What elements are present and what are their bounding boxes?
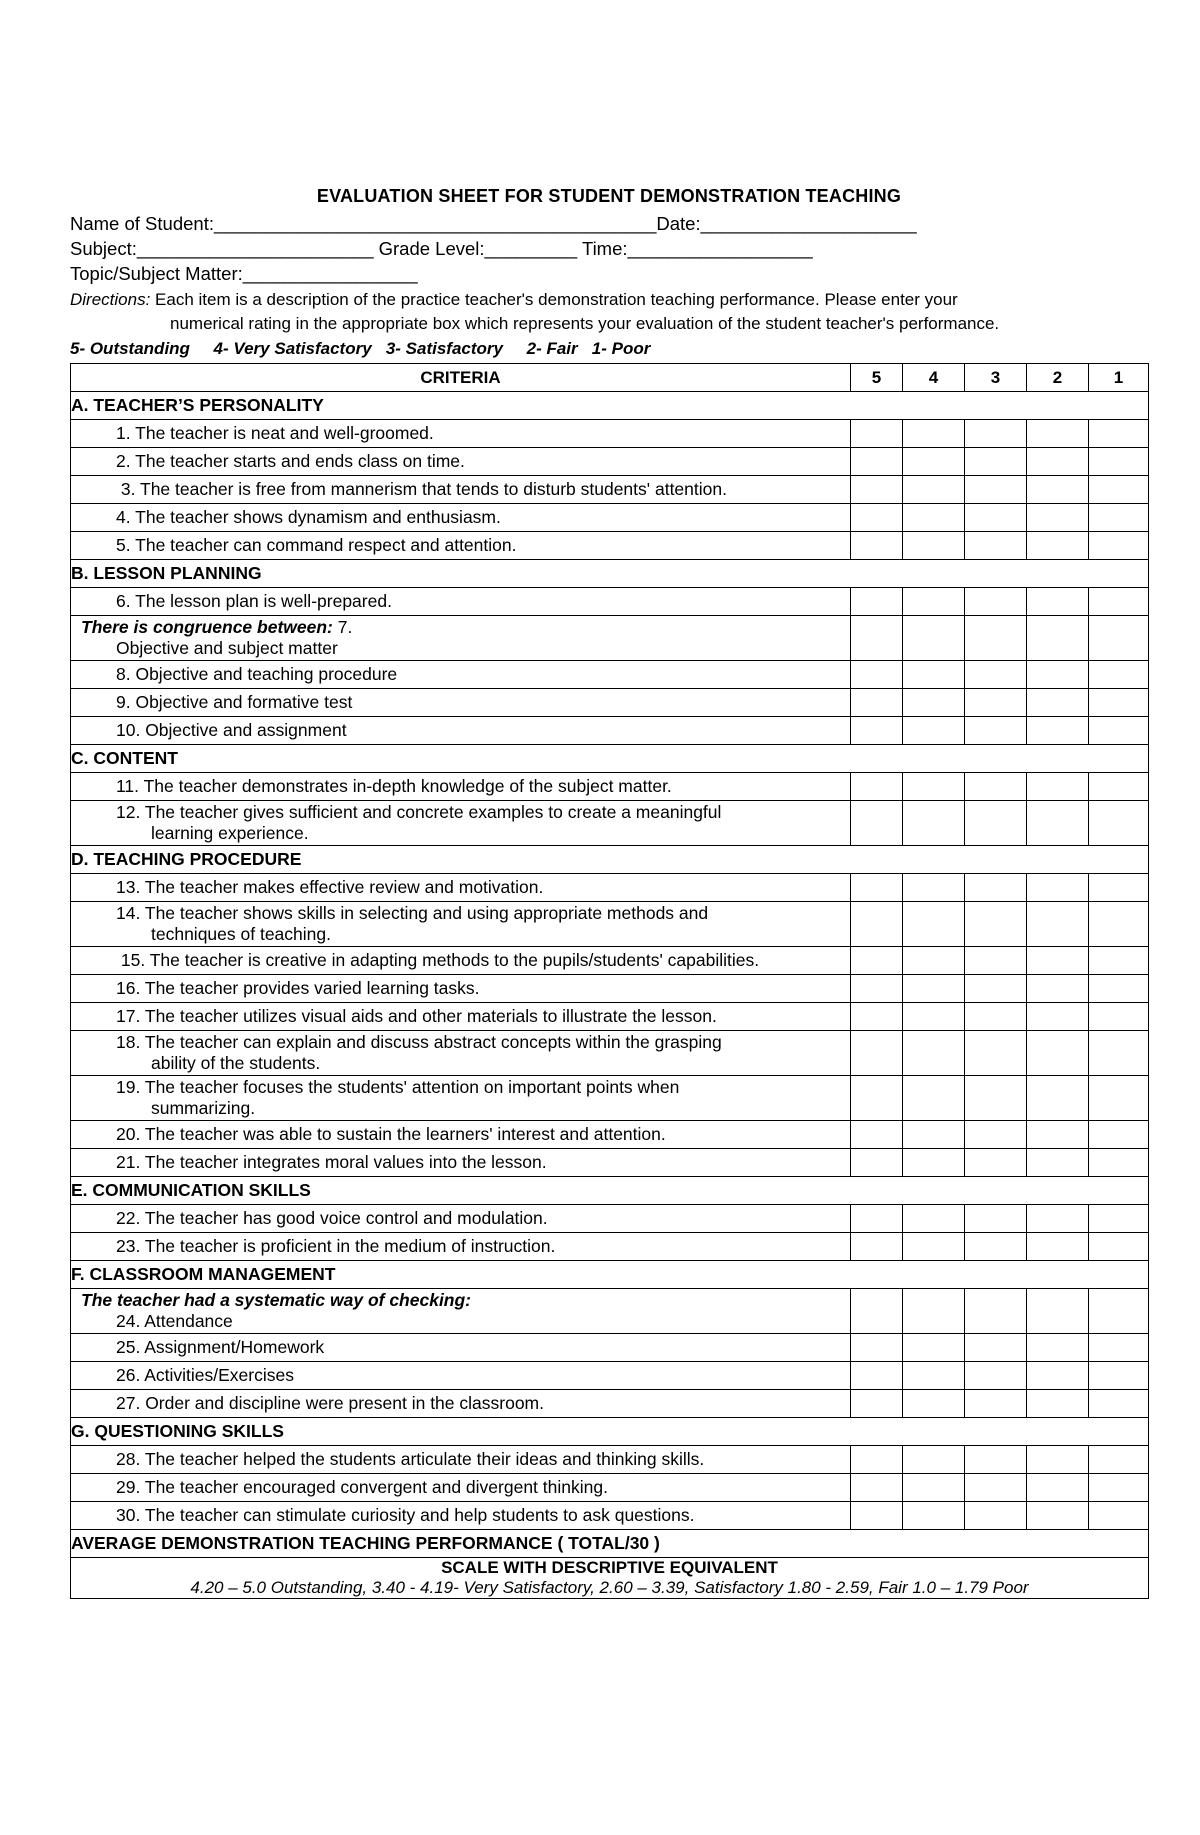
rating-box[interactable]: [1089, 616, 1149, 661]
rating-box[interactable]: [1027, 448, 1089, 476]
rating-box[interactable]: [851, 874, 903, 902]
table-row: [71, 1502, 1149, 1530]
table-row: [71, 1149, 1149, 1177]
table-row: [71, 504, 1149, 532]
rating-box[interactable]: [1089, 588, 1149, 616]
criterion-24-text: 24. Attendance: [116, 1311, 233, 1331]
rating-box[interactable]: [1027, 1003, 1089, 1031]
table-row: [71, 616, 1149, 661]
rating-box[interactable]: [851, 1390, 903, 1418]
table-row: [71, 1362, 1149, 1390]
section-row: [71, 1418, 1149, 1446]
rating-box[interactable]: [903, 1390, 965, 1418]
rating-box[interactable]: [1089, 717, 1149, 745]
rating-box[interactable]: [1089, 1362, 1149, 1390]
rating-box[interactable]: [965, 504, 1027, 532]
rating-box[interactable]: [903, 717, 965, 745]
criterion-21: 21. The teacher integrates moral values into the lesson.: [71, 1149, 851, 1177]
rating-box[interactable]: [1027, 1076, 1089, 1121]
criterion-14-line-2: techniques of teaching.: [151, 924, 331, 944]
criterion-19: [71, 1076, 851, 1121]
criterion-1: 1. The teacher is neat and well-groomed.: [71, 420, 851, 448]
table-row: [71, 773, 1149, 801]
rating-box[interactable]: [851, 773, 903, 801]
rating-box[interactable]: [903, 1289, 965, 1334]
rating-box[interactable]: [1089, 1149, 1149, 1177]
criterion-12-line-2: learning experience.: [151, 823, 309, 843]
criterion-27: 27. Order and discipline were present in the classroom.: [71, 1390, 851, 1418]
rating-box[interactable]: [851, 1121, 903, 1149]
rating-box[interactable]: [965, 1362, 1027, 1390]
rating-box[interactable]: [903, 1334, 965, 1362]
table-row: [71, 1334, 1149, 1362]
rating-box[interactable]: [965, 717, 1027, 745]
page-title: EVALUATION SHEET FOR STUDENT DEMONSTRATION TEACHING: [316, 186, 902, 206]
rating-box[interactable]: [1027, 1502, 1089, 1530]
rating-box[interactable]: [1027, 1362, 1089, 1390]
criterion-12: [71, 801, 851, 846]
rating-header-1: 1: [1089, 364, 1149, 392]
section-b-title: B. LESSON PLANNING: [71, 560, 1149, 588]
rating-box[interactable]: [965, 975, 1027, 1003]
criterion-19-line-1: 19. The teacher focuses the students' attention on important points when: [116, 1077, 680, 1097]
rating-box[interactable]: [1027, 1390, 1089, 1418]
table-header: [71, 364, 1149, 392]
rating-box[interactable]: [903, 773, 965, 801]
criterion-8: 8. Objective and teaching procedure: [71, 661, 851, 689]
rating-box[interactable]: [1089, 1205, 1149, 1233]
section-d-title: D. TEACHING PROCEDURE: [71, 846, 1149, 874]
criterion-12-line-1: 12. The teacher gives sufficient and concrete examples to create a meaningful: [116, 802, 722, 822]
criterion-13: 13. The teacher makes effective review and motivation.: [71, 874, 851, 902]
rating-legend: 5- Outstanding 4- Very Satisfactory 3- Satisfactory 2- Fair 1- Poor: [70, 339, 651, 358]
table-row: [71, 874, 1149, 902]
evaluation-sheet: [70, 186, 1148, 1599]
rating-box[interactable]: [1027, 947, 1089, 975]
criterion-30: 30. The teacher can stimulate curiosity and help students to ask questions.: [71, 1502, 851, 1530]
criterion-2: 2. The teacher starts and ends class on time.: [71, 448, 851, 476]
rating-box[interactable]: [1089, 448, 1149, 476]
rating-box[interactable]: [903, 1003, 965, 1031]
criterion-18: [71, 1031, 851, 1076]
rating-box[interactable]: [851, 1289, 903, 1334]
rating-box[interactable]: [1089, 1334, 1149, 1362]
rating-box[interactable]: [1089, 1390, 1149, 1418]
criterion-29: 29. The teacher encouraged convergent and divergent thinking.: [71, 1474, 851, 1502]
rating-box[interactable]: [965, 689, 1027, 717]
rating-box[interactable]: [903, 689, 965, 717]
rating-box[interactable]: [851, 801, 903, 846]
criterion-9: 9. Objective and formative test: [71, 689, 851, 717]
table-row: [71, 801, 1149, 846]
criterion-7-number: 7.: [332, 617, 353, 637]
section-g-title: G. QUESTIONING SKILLS: [71, 1418, 1149, 1446]
table-row: [71, 975, 1149, 1003]
section-c-title: C. CONTENT: [71, 745, 1149, 773]
rating-box[interactable]: [1027, 874, 1089, 902]
rating-box[interactable]: [851, 1446, 903, 1474]
rating-box[interactable]: [1089, 420, 1149, 448]
rating-box[interactable]: [1089, 1031, 1149, 1076]
rating-box[interactable]: [1089, 532, 1149, 560]
rating-box[interactable]: [851, 1502, 903, 1530]
rating-box[interactable]: [1027, 1289, 1089, 1334]
table-row: [71, 1233, 1149, 1261]
scale-values: 4.20 – 5.0 Outstanding, 3.40 - 4.19- Very Satisfactory, 2.60 – 3.39, Satisfactory 1.80 - 2.59, Fair 1.0 – 1.79 Poor: [190, 1578, 1029, 1597]
rating-box[interactable]: [965, 1149, 1027, 1177]
table-row: [71, 448, 1149, 476]
rating-box[interactable]: [851, 1334, 903, 1362]
criterion-17: 17. The teacher utilizes visual aids and other materials to illustrate the lesson.: [71, 1003, 851, 1031]
rating-box[interactable]: [1089, 1076, 1149, 1121]
rating-box[interactable]: [965, 902, 1027, 947]
rating-box[interactable]: [1089, 1446, 1149, 1474]
rating-box[interactable]: [1089, 476, 1149, 504]
rating-box[interactable]: [903, 504, 965, 532]
rating-box[interactable]: [1089, 1502, 1149, 1530]
directions-text-2: numerical rating in the appropriate box which represents your evaluation of the student teacher's performance.: [170, 314, 1000, 333]
rating-box[interactable]: [903, 1474, 965, 1502]
rating-box[interactable]: [1089, 902, 1149, 947]
table-row: [71, 1076, 1149, 1121]
criterion-18-line-1: 18. The teacher can explain and discuss abstract concepts within the grasping: [116, 1032, 722, 1052]
rating-box[interactable]: [1027, 661, 1089, 689]
rating-box[interactable]: [1089, 874, 1149, 902]
rating-box[interactable]: [903, 448, 965, 476]
rating-box[interactable]: [1089, 1121, 1149, 1149]
rating-header-4: 4: [903, 364, 965, 392]
rating-box[interactable]: [1027, 588, 1089, 616]
rating-box[interactable]: [965, 1076, 1027, 1121]
rating-box[interactable]: [1027, 1121, 1089, 1149]
rating-box[interactable]: [851, 1362, 903, 1390]
criterion-14: [71, 902, 851, 947]
rating-box[interactable]: [903, 1362, 965, 1390]
systematic-checking-lead: The teacher had a systematic way of checking:: [81, 1290, 472, 1310]
rating-box[interactable]: [851, 532, 903, 560]
table-row: [71, 1474, 1149, 1502]
criterion-25: 25. Assignment/Homework: [71, 1334, 851, 1362]
rating-box[interactable]: [851, 588, 903, 616]
scale-title: SCALE WITH DESCRIPTIVE EQUIVALENT: [441, 1558, 778, 1577]
evaluation-table: [70, 363, 1149, 1599]
rating-box[interactable]: [903, 532, 965, 560]
rating-box[interactable]: [903, 420, 965, 448]
rating-box[interactable]: [1027, 532, 1089, 560]
table-row: [71, 689, 1149, 717]
section-row: [71, 745, 1149, 773]
rating-box[interactable]: [851, 661, 903, 689]
table-row: [71, 532, 1149, 560]
rating-box[interactable]: [1089, 975, 1149, 1003]
rating-box[interactable]: [1027, 689, 1089, 717]
subject-grade-time-line[interactable]: Subject:_______________________ Grade Level:_________ Time:__________________: [70, 238, 813, 259]
rating-box[interactable]: [1089, 661, 1149, 689]
scale-cell: [71, 1558, 1149, 1599]
rating-box[interactable]: [903, 1031, 965, 1076]
rating-box[interactable]: [965, 947, 1027, 975]
table-row: [71, 1003, 1149, 1031]
rating-box[interactable]: [1027, 902, 1089, 947]
rating-box[interactable]: [903, 947, 965, 975]
criterion-15: 15. The teacher is creative in adapting methods to the pupils/students' capabilities.: [71, 947, 851, 975]
criteria-header: CRITERIA: [71, 364, 851, 392]
rating-box[interactable]: [965, 588, 1027, 616]
rating-box[interactable]: [1089, 504, 1149, 532]
section-f-title: F. CLASSROOM MANAGEMENT: [71, 1261, 1149, 1289]
rating-box[interactable]: [965, 1390, 1027, 1418]
topic-line[interactable]: Topic/Subject Matter:_________________: [70, 263, 418, 284]
rating-box[interactable]: [1027, 801, 1089, 846]
rating-box[interactable]: [965, 616, 1027, 661]
rating-box[interactable]: [851, 902, 903, 947]
section-a-title: A. TEACHER’S PERSONALITY: [71, 392, 1149, 420]
criterion-23: 23. The teacher is proficient in the medium of instruction.: [71, 1233, 851, 1261]
table-row: [71, 661, 1149, 689]
criterion-7-text: Objective and subject matter: [116, 638, 338, 658]
rating-box[interactable]: [903, 476, 965, 504]
rating-box[interactable]: [1027, 1334, 1089, 1362]
congruence-lead: There is congruence between:: [81, 617, 333, 637]
average-row: [71, 1530, 1149, 1558]
table-row: [71, 947, 1149, 975]
rating-box[interactable]: [1027, 1149, 1089, 1177]
table-row: [71, 588, 1149, 616]
rating-box[interactable]: [965, 1502, 1027, 1530]
directions: [70, 288, 1148, 336]
section-row: [71, 846, 1149, 874]
criterion-14-line-1: 14. The teacher shows skills in selecting and using appropriate methods and: [116, 903, 709, 923]
rating-box[interactable]: [903, 1233, 965, 1261]
rating-box[interactable]: [965, 1446, 1027, 1474]
rating-box[interactable]: [965, 1474, 1027, 1502]
table-row: [71, 420, 1149, 448]
criterion-28: 28. The teacher helped the students articulate their ideas and thinking skills.: [71, 1446, 851, 1474]
rating-box[interactable]: [965, 532, 1027, 560]
rating-box[interactable]: [1027, 1446, 1089, 1474]
rating-box[interactable]: [1089, 1289, 1149, 1334]
rating-box[interactable]: [1089, 1474, 1149, 1502]
criterion-19-line-2: summarizing.: [151, 1098, 256, 1118]
rating-box[interactable]: [1027, 1205, 1089, 1233]
table-row: [71, 1205, 1149, 1233]
rating-header-5: 5: [851, 364, 903, 392]
rating-box[interactable]: [851, 1205, 903, 1233]
rating-box[interactable]: [851, 504, 903, 532]
rating-box[interactable]: [965, 1003, 1027, 1031]
rating-box[interactable]: [851, 616, 903, 661]
section-row: [71, 1261, 1149, 1289]
criterion-5: 5. The teacher can command respect and attention.: [71, 532, 851, 560]
rating-box[interactable]: [1027, 616, 1089, 661]
rating-box[interactable]: [1089, 1003, 1149, 1031]
rating-box[interactable]: [1089, 689, 1149, 717]
criterion-7: [71, 616, 851, 661]
directions-label: Directions:: [70, 290, 151, 309]
rating-box[interactable]: [903, 801, 965, 846]
criterion-26: 26. Activities/Exercises: [71, 1362, 851, 1390]
rating-box[interactable]: [1027, 1474, 1089, 1502]
criterion-10: 10. Objective and assignment: [71, 717, 851, 745]
rating-box[interactable]: [851, 689, 903, 717]
rating-box[interactable]: [903, 1149, 965, 1177]
table-row: [71, 476, 1149, 504]
section-row: [71, 392, 1149, 420]
rating-box[interactable]: [903, 902, 965, 947]
rating-box[interactable]: [851, 420, 903, 448]
table-row: [71, 902, 1149, 947]
criterion-22: 22. The teacher has good voice control and modulation.: [71, 1205, 851, 1233]
rating-box[interactable]: [1089, 947, 1149, 975]
rating-box[interactable]: [1027, 1233, 1089, 1261]
rating-box[interactable]: [851, 1003, 903, 1031]
rating-box[interactable]: [1027, 975, 1089, 1003]
rating-box[interactable]: [965, 476, 1027, 504]
table-row: [71, 717, 1149, 745]
table-row: [71, 1446, 1149, 1474]
table-row: [71, 1121, 1149, 1149]
rating-box[interactable]: [903, 975, 965, 1003]
rating-box[interactable]: [851, 1233, 903, 1261]
rating-box[interactable]: [965, 661, 1027, 689]
criterion-4: 4. The teacher shows dynamism and enthusiasm.: [71, 504, 851, 532]
rating-box[interactable]: [965, 1289, 1027, 1334]
rating-box[interactable]: [903, 1205, 965, 1233]
rating-box[interactable]: [965, 1121, 1027, 1149]
directions-text-1: Each item is a description of the practice teacher's demonstration teaching performance. Please enter your: [150, 290, 958, 309]
rating-box[interactable]: [851, 1474, 903, 1502]
rating-box[interactable]: [903, 1121, 965, 1149]
rating-box[interactable]: [851, 947, 903, 975]
rating-box[interactable]: [903, 1446, 965, 1474]
table-row: [71, 1390, 1149, 1418]
rating-box[interactable]: [1089, 801, 1149, 846]
table-row: [71, 1289, 1149, 1334]
rating-box[interactable]: [965, 773, 1027, 801]
rating-box[interactable]: [1027, 1031, 1089, 1076]
criterion-6: 6. The lesson plan is well-prepared.: [71, 588, 851, 616]
rating-box[interactable]: [965, 1031, 1027, 1076]
rating-header-2: 2: [1027, 364, 1089, 392]
rating-box[interactable]: [965, 801, 1027, 846]
rating-box[interactable]: [903, 661, 965, 689]
table-row: [71, 1031, 1149, 1076]
name-date-line[interactable]: Name of Student:___________________________________________Date:_____________________: [70, 213, 917, 234]
rating-box[interactable]: [1027, 504, 1089, 532]
rating-box[interactable]: [965, 1205, 1027, 1233]
criterion-18-line-2: ability of the students.: [151, 1053, 321, 1073]
rating-box[interactable]: [851, 975, 903, 1003]
rating-box[interactable]: [1027, 476, 1089, 504]
section-e-title: E. COMMUNICATION SKILLS: [71, 1177, 1149, 1205]
rating-box[interactable]: [851, 1076, 903, 1121]
section-row: [71, 560, 1149, 588]
rating-box[interactable]: [1089, 773, 1149, 801]
rating-header-3: 3: [965, 364, 1027, 392]
rating-box[interactable]: [851, 448, 903, 476]
average-label: AVERAGE DEMONSTRATION TEACHING PERFORMANCE ( TOTAL/30 ): [71, 1530, 1149, 1558]
rating-box[interactable]: [965, 448, 1027, 476]
rating-box[interactable]: [903, 874, 965, 902]
rating-box[interactable]: [1027, 717, 1089, 745]
rating-box[interactable]: [851, 476, 903, 504]
rating-box[interactable]: [965, 420, 1027, 448]
rating-box[interactable]: [1027, 420, 1089, 448]
rating-box[interactable]: [903, 616, 965, 661]
rating-box[interactable]: [965, 1233, 1027, 1261]
rating-box[interactable]: [903, 1502, 965, 1530]
rating-box[interactable]: [1089, 1233, 1149, 1261]
rating-box[interactable]: [851, 1149, 903, 1177]
section-row: [71, 1177, 1149, 1205]
rating-box[interactable]: [965, 874, 1027, 902]
scale-row: [71, 1558, 1149, 1599]
criterion-24: [71, 1289, 851, 1334]
rating-box[interactable]: [965, 1334, 1027, 1362]
criterion-11: 11. The teacher demonstrates in-depth knowledge of the subject matter.: [71, 773, 851, 801]
criterion-20: 20. The teacher was able to sustain the learners' interest and attention.: [71, 1121, 851, 1149]
rating-box[interactable]: [1027, 773, 1089, 801]
rating-box[interactable]: [851, 1031, 903, 1076]
criterion-3: 3. The teacher is free from mannerism that tends to disturb students' attention.: [71, 476, 851, 504]
rating-box[interactable]: [903, 1076, 965, 1121]
criterion-16: 16. The teacher provides varied learning tasks.: [71, 975, 851, 1003]
rating-box[interactable]: [903, 588, 965, 616]
rating-box[interactable]: [851, 717, 903, 745]
